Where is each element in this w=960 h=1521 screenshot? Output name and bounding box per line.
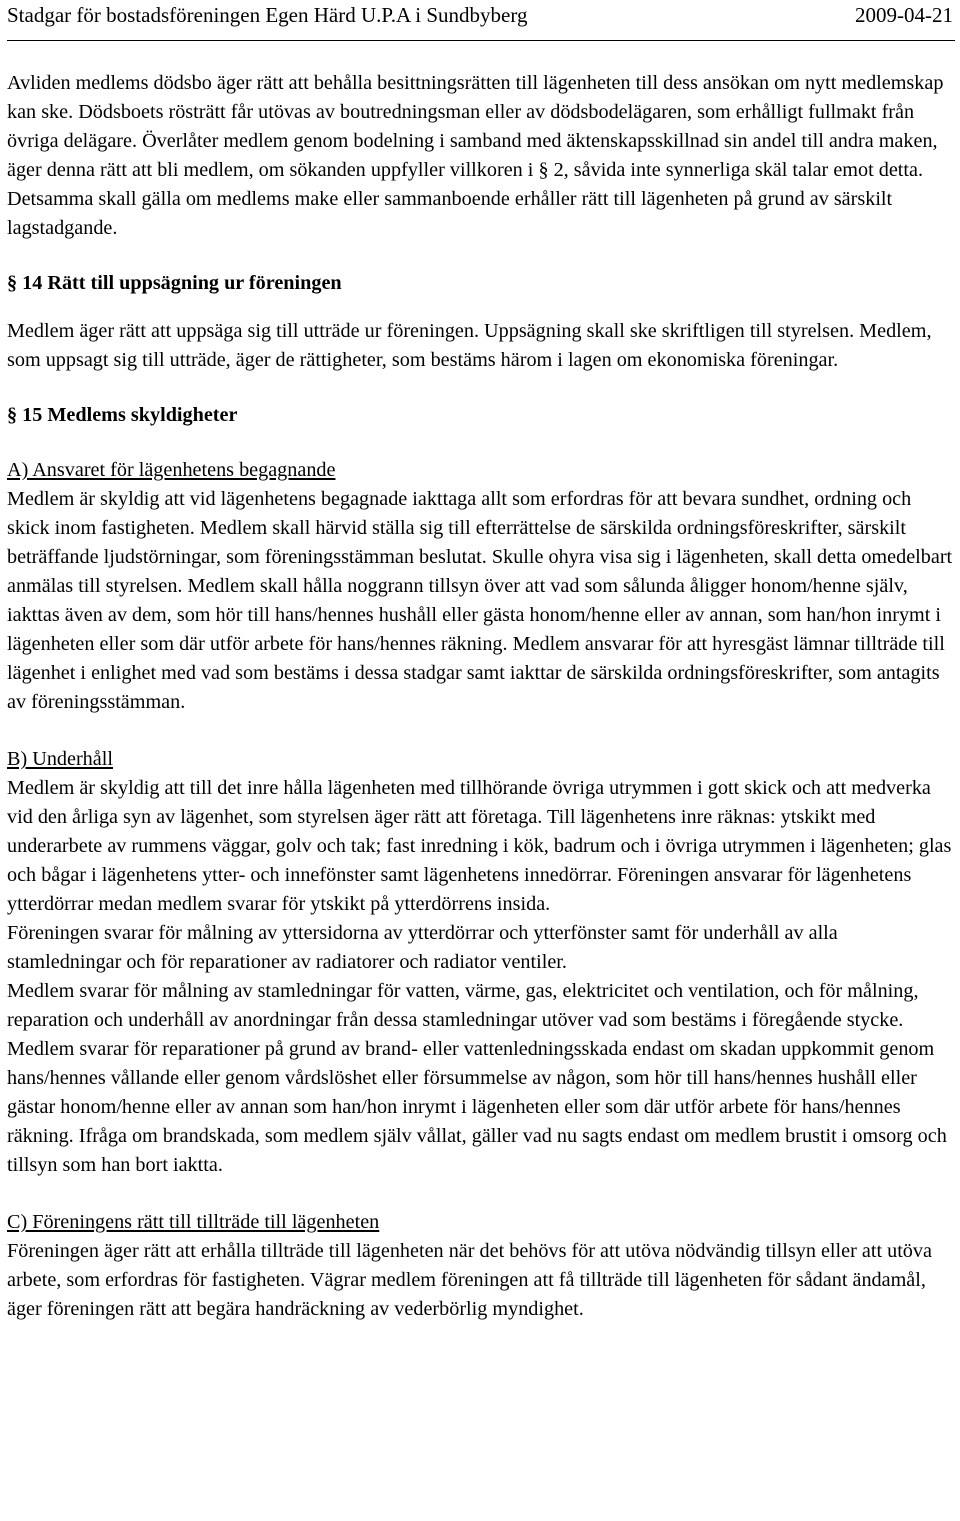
subsection-a-title: A) Ansvaret för lägenhetens begagnande [7, 459, 336, 481]
section-14-paragraph: Medlem äger rätt att uppsäga sig till utträde ur föreningen. Uppsägning skall ske skriftligen till styrelsen. Medlem, som uppsagt sig till utträde, äger de rättigheter, som bestäms härom i lagen om ekonomiska föreningar. [7, 320, 932, 371]
subsection-c-text: Föreningen äger rätt att erhålla tillträde till lägenheten när det behövs för att utöva nödvändig tillsyn eller att utöva arbete, som erfordras för fastigheten. Vägrar medlem föreningen att få tillträde till lägenheten för sådant ändamål, äger föreningen rätt att begära handräckning av vederbörlig myndighet. [7, 1240, 932, 1320]
subsection-b-text-2: Föreningen svarar för målning av yttersidorna av ytterdörrar och ytterfönster samt för underhåll av alla stamledningar och för reparationer av radiatorer och radiator ventiler. [7, 922, 838, 973]
header-title: Stadgar för bostadsföreningen Egen Härd U.P.A i Sundbyberg [7, 3, 528, 27]
document-page [7, 0, 957, 1324]
section-14-heading: § 14 Rätt till uppsägning ur föreningen [7, 272, 342, 294]
subsection-a-text: Medlem är skyldig att vid lägenhetens begagnade iakttaga allt som erfordras för att bevara sundhet, ordning och skick inom fastigheten. Medlem skall härvid ställa sig till efterrättelse de särskilda ordningsföreskrifter, särskilt beträffande ljudstörningar, som föreningsstämman beslutat. Skulle ohyra visa sig i lägenheten, skall detta omedelbart anmälas till styrelsen. Medlem skall hålla noggrann tillsyn över att vad som sålunda åligger honom/henne själv, iakttas även av dem, som hör till hans/hennes hushåll eller gästa honom/henne eller av annan, som han/hon inrymt i lägenheten eller som där utför arbete för hans/hennes räkning. Medlem ansvarar för att hyresgäst lämnar tillträde till lägenhet i enlighet med vad som bestäms i dessa stadgar samt iakttar de särskilda ordningsföreskrifter, som antagits av föreningsstämman. [7, 488, 953, 713]
header-date: 2009-04-21 [855, 3, 953, 27]
intro-paragraph: Avliden medlems dödsbo äger rätt att behålla besittningsrätten till lägenheten till dess ansökan om nytt medlemskap kan ske. Dödsboets rösträtt får utövas av boutredningsman eller av dödsbodelägaren, som erhålligt fullmakt från övriga delägare. Överlåter medlem genom bodelning i samband med äktenskapsskillnad sin andel till andra maken, äger denna rätt att bli medlem, om sökanden uppfyller villkoren i § 2, såvida inte synnerliga skäl talar emot detta. Detsamma skall gälla om medlems make eller sammanboende erhåller rätt till lägenheten på grund av särskilt lagstadgande. [7, 72, 944, 239]
subsection-c-title: C) Föreningens rätt till tillträde till lägenheten [7, 1211, 380, 1233]
subsection-b-title: B) Underhåll [7, 748, 113, 770]
page-header [7, 0, 955, 41]
subsection-b-text-3: Medlem svarar för målning av stamledningar för vatten, värme, gas, elektricitet och ventilation, och för målning, reparation och underhåll av anordningar från dessa stamledningar utöver vad som bestäms i föregående stycke. Medlem svarar för reparationer på grund av brand- eller vattenledningsskada endast om skadan uppkommit genom hans/hennes vållande eller genom vårdslöshet eller försummelse av någon, som hör till hans/hennes hushåll eller gästar honom/henne eller av annan som han/hon inrymt i lägenheten eller som där utför arbete för hans/hennes räkning. Ifråga om brandskada, som medlem själv vållat, gäller vad nu sagts endast om medlem brustit i omsorg och tillsyn som han bort iaktta. [7, 980, 947, 1176]
section-15-heading: § 15 Medlems skyldigheter [7, 404, 238, 426]
subsection-b-text-1: Medlem är skyldig att till det inre hålla lägenheten med tillhörande övriga utrymmen i gott skick och att medverka vid den årliga syn av lägenhet, som styrelsen äger rätt att företaga. Till lägenhetens inre räknas: ytskikt med underarbete av rummens väggar, golv och tak; fast inredning i kök, badrum och i övriga utrymmen i lägenheten; glas och bågar i lägenhetens ytter- och innefönster samt lägenhetens innedörrar. Föreningen ansvarar för lägenhetens ytterdörrar medan medlem svarar för ytskikt på ytterdörrens insida. [7, 777, 952, 915]
